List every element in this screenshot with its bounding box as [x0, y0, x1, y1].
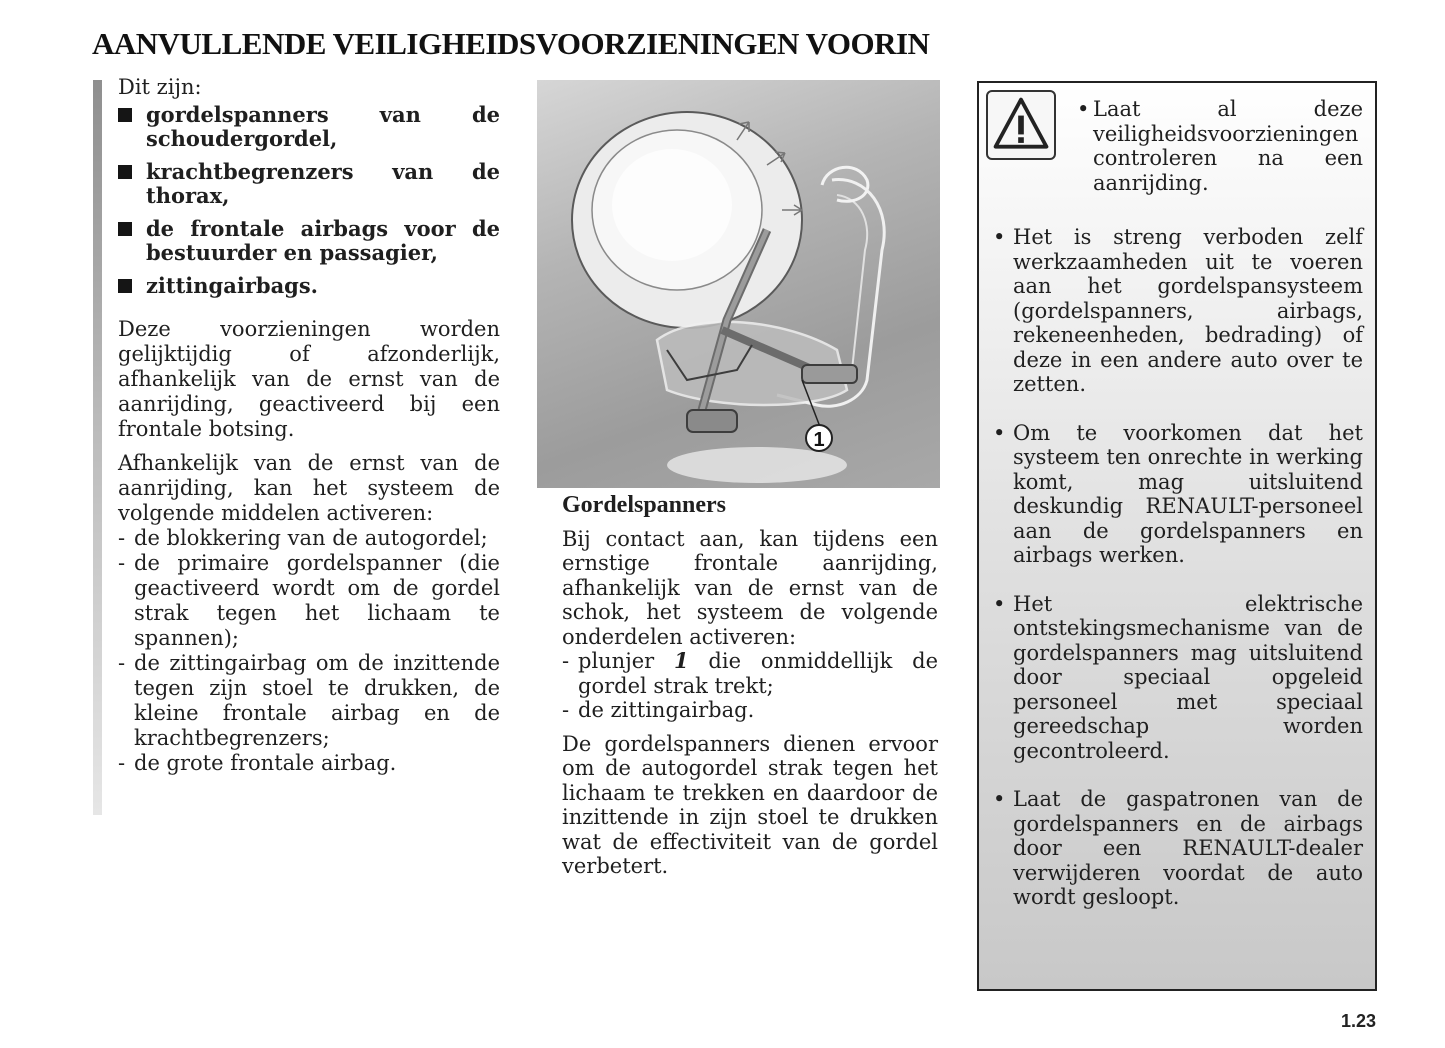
paragraph: Bij contact aan, kan tijdens een ernstige frontale aanrijding, afhankelijk van de ernst van de schok, het systeem de volgende onderdelen activeren: [562, 526, 938, 649]
list-item: de frontale airbags voor de bestuurder en passagier, [118, 217, 500, 265]
warning-list [991, 97, 1363, 934]
paragraph: Deze voorzieningen worden gelijktijdig of afzonderlijk, afhankelijk van de ernst van de aanrijding, geactiveerd bij een frontale botsing. [118, 317, 500, 441]
section-heading: Gordelspanners [562, 492, 727, 518]
warning-item: • Laat de gaspatronen van de gordelspanners en de airbags door een RENAULT-dealer verwijderen voordat de auto wordt gesloopt. [993, 787, 1363, 909]
list-item: - de zittingairbag om de inzittende tegen zijn stoel te drukken, de kleine frontale airbag en de krachtbegrenzers; [118, 651, 500, 750]
square-bullet-icon [118, 279, 132, 293]
callout-reference: 1 [674, 648, 689, 673]
square-bullet-icon [118, 222, 132, 236]
square-bullet-icon [118, 165, 132, 179]
list-item: - de blokkering van de autogordel; [118, 526, 488, 550]
activation-list [118, 526, 500, 776]
left-column [118, 75, 500, 776]
list-item: krachtbegrenzers van de thorax, [118, 160, 500, 208]
warning-box [977, 81, 1377, 991]
component-list [562, 649, 938, 723]
feature-list [118, 103, 500, 298]
warning-item: • Het is streng verboden zelf werkzaamheden uit te voeren aan het gordelspansysteem (gordelspanners, airbags, rekeneenheden, bedrading) of deze in een andere auto over te zetten. [993, 225, 1363, 396]
list-item: gordelspanners van de schoudergordel, [118, 103, 500, 151]
list-item: - de grote frontale airbag. [118, 751, 397, 775]
left-margin-bar [93, 80, 102, 815]
callout-label: 1 [813, 429, 825, 451]
square-bullet-icon [118, 108, 132, 122]
warning-item: • Laat al deze veiligheidsvoorzieningen controleren na een aanrijding. [1077, 97, 1363, 195]
page-number: 1.23 [1341, 1011, 1377, 1031]
list-item: zittingairbags. [118, 274, 500, 298]
paragraph: Afhankelijk van de ernst van de aanrijding, kan het systeem de volgende middelen activeren: [118, 451, 500, 525]
warning-item: • Het elektrische ontstekingsmechanisme van de gordelspanners mag uitsluitend door speciaal opgeleid personeel met speciaal gereedschap worden gecontroleerd. [993, 591, 1363, 763]
seat-airbag-illustration [537, 80, 940, 488]
middle-column [562, 493, 938, 888]
paragraph: De gordelspanners dienen ervoor om de autogordel strak tegen het lichaam te trekken en daardoor de inzittende in zijn stoel te drukken wat de effectiviteit van de gordel verbetert. [562, 731, 938, 878]
list-item: - de primaire gordelspanner (die geactiveerd wordt om de gordel strak tegen het lichaam te spannen); [118, 551, 500, 650]
page-title: AANVULLENDE VEILIGHEIDSVOORZIENINGEN VOORIN [92, 26, 930, 61]
list-item: - de zittingairbag. [562, 698, 755, 722]
list-item: - plunjer 1 die onmiddellijk de gordel strak trekt; [562, 648, 938, 698]
intro-text: Dit zijn: [118, 75, 202, 99]
warning-item: • Om te voorkomen dat het systeem ten onrechte in werking komt, mag uitsluitend deskundig RENAULT-personeel aan de gordelspanners en airbags werken. [993, 420, 1363, 567]
